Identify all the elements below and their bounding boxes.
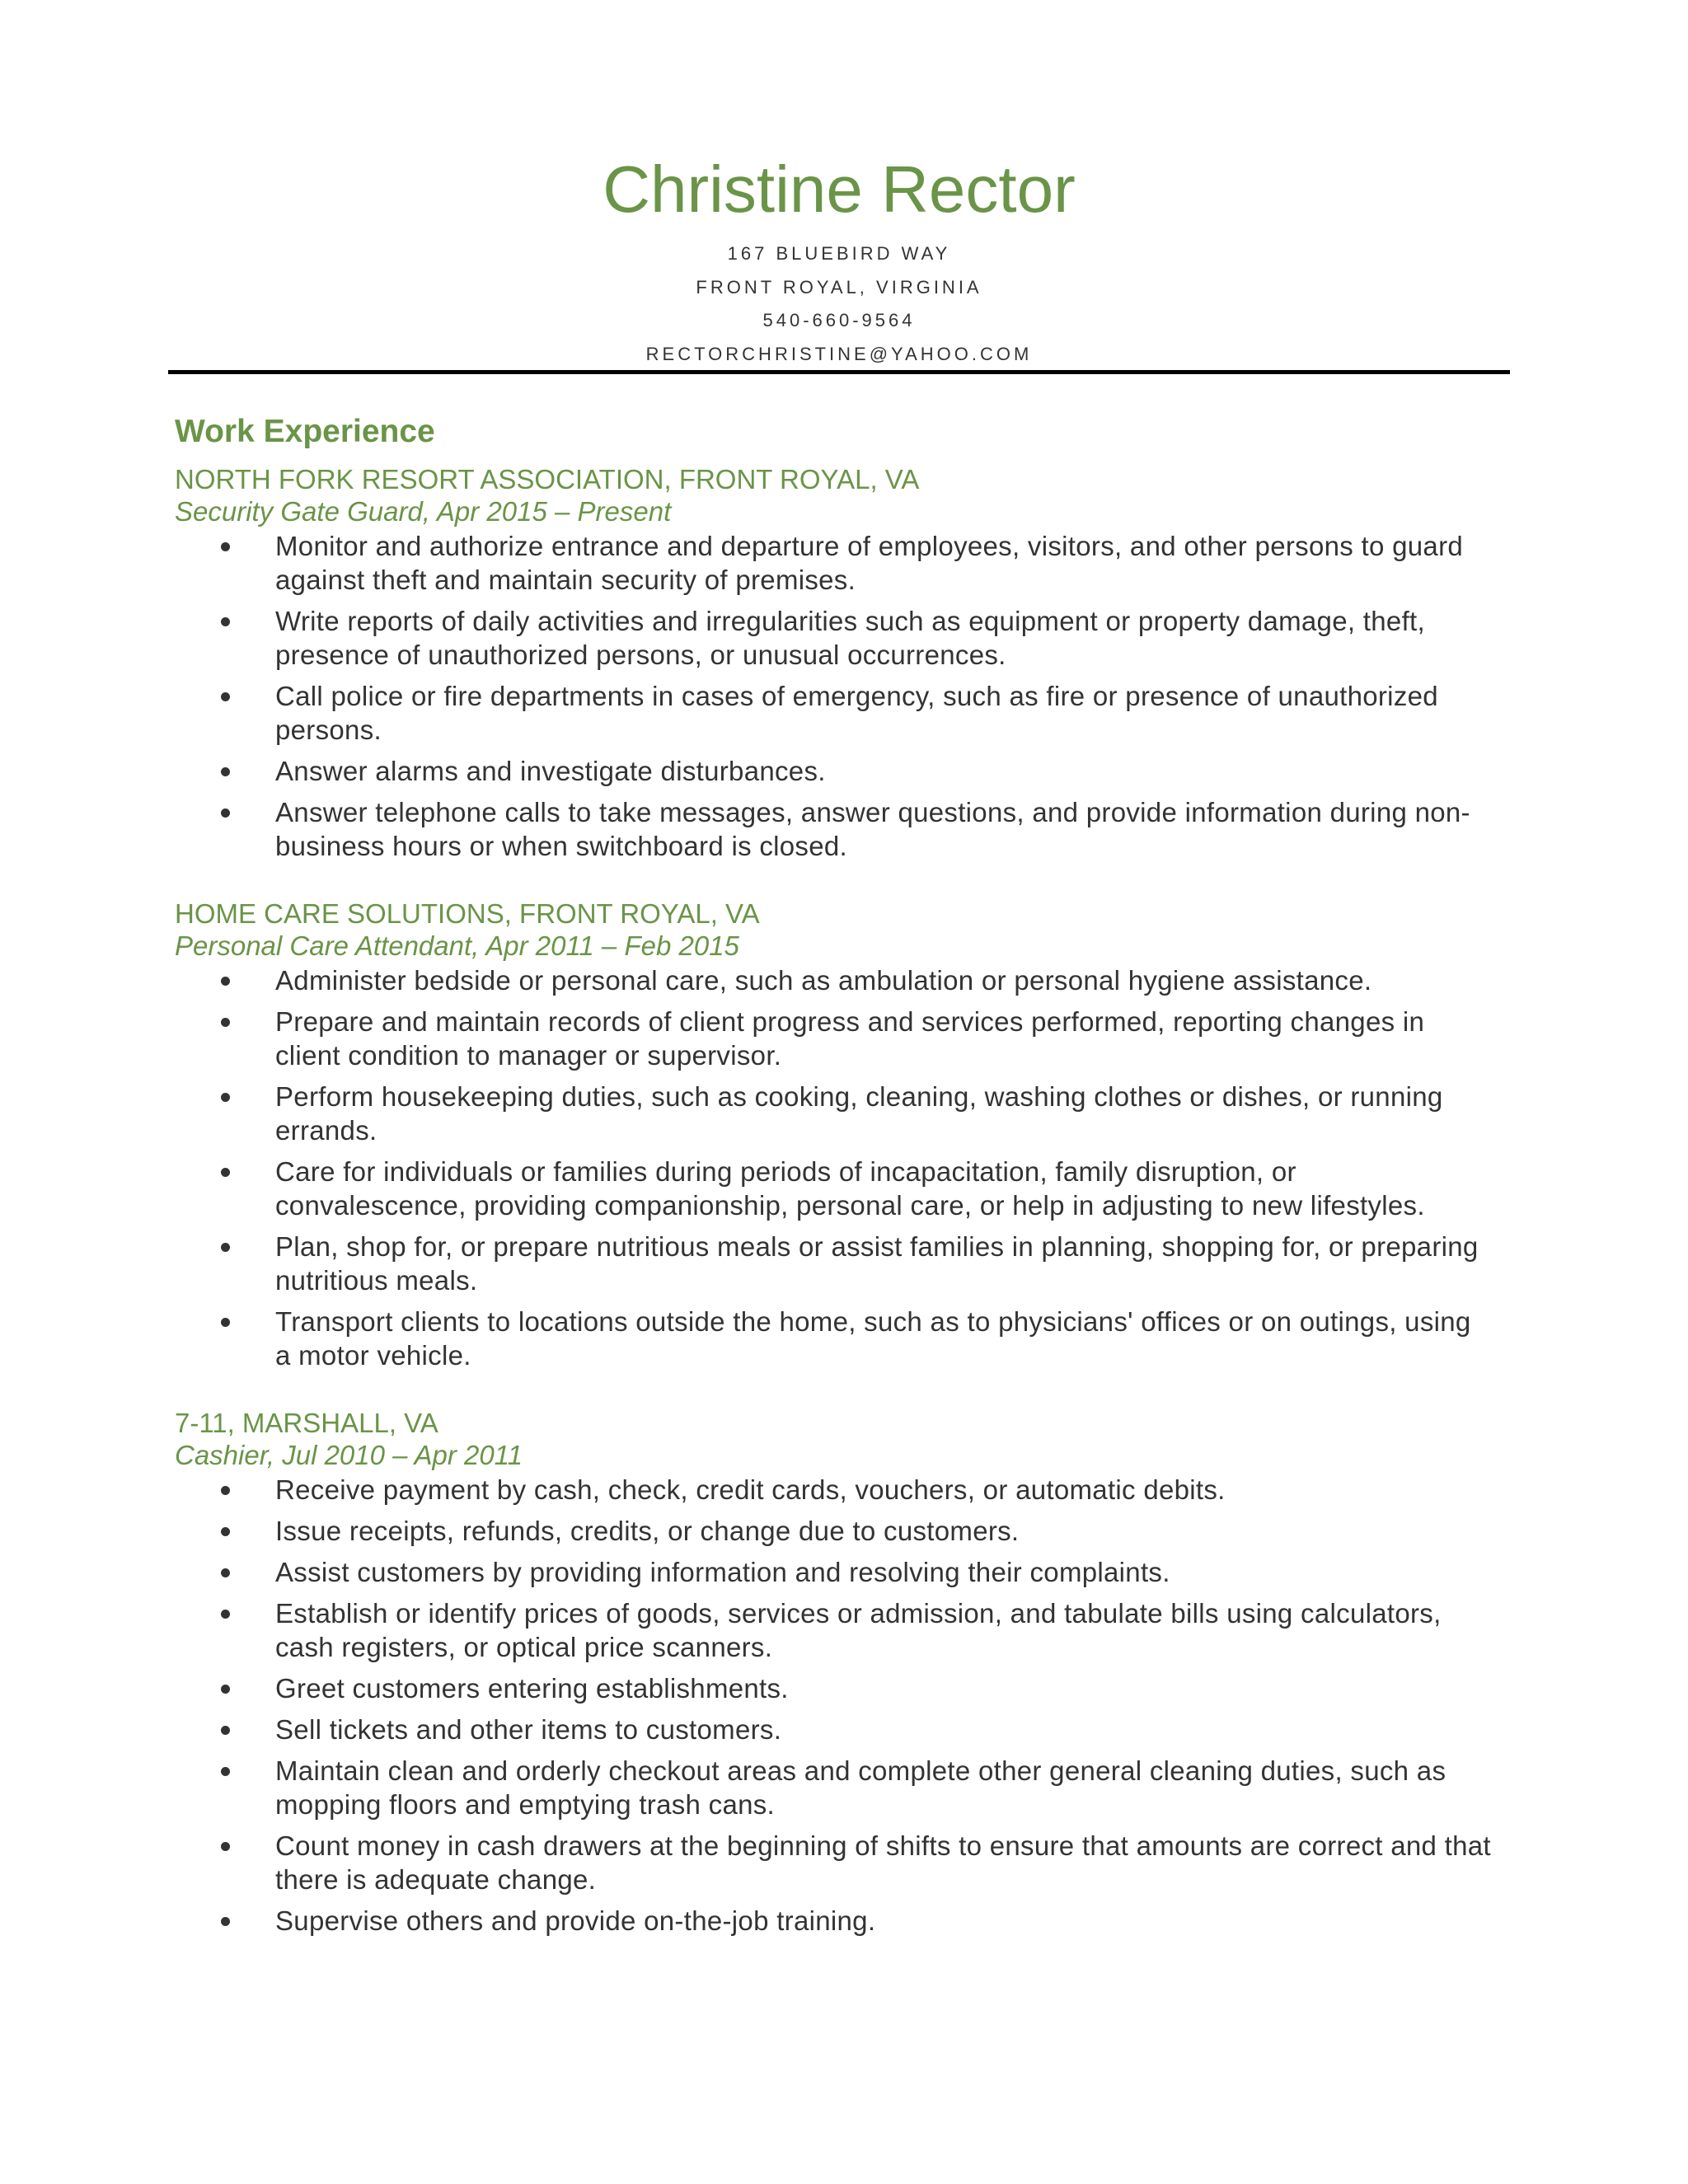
job-company: 7-11, MARSHALL, VA [175,1408,438,1438]
duty-item [175,963,1510,997]
duty-text: Write reports of daily activities and irregularities such as equipment or property damage, theft, presence of unauthorized persons, or unusual occurrences. [275,606,1425,670]
job-company: NORTH FORK RESORT ASSOCIATION, FRONT ROYAL, VA [175,464,920,494]
bullet-dot-icon [221,1726,230,1735]
duty-text: Administer bedside or personal care, such as ambulation or personal hygiene assistance. [275,965,1372,996]
bullet-dot-icon [221,1243,230,1252]
duty-text: Greet customers entering establishments. [275,1673,789,1704]
duty-item [175,1555,1510,1589]
duty-item [175,679,1510,747]
duty-text: Receive payment by cash, check, credit cards, vouchers, or automatic debits. [275,1474,1226,1505]
bullet-dot-icon [221,1610,230,1619]
job-entry [175,898,1510,1372]
bullet-dot-icon [221,542,230,551]
job-duties-list [175,529,1510,863]
duty-item [175,1671,1510,1705]
job-entry [175,1407,1510,1938]
phone-number: 540-660-9564 [762,310,916,330]
candidate-name: Christine Rector [603,152,1076,226]
bullet-dot-icon [221,808,230,818]
bullet-dot-icon [221,1527,230,1536]
duty-text: Establish or identify prices of goods, services or admission, and tabulate bills using calculators, cash registers, or optical price scanners. [275,1598,1442,1662]
address-line-1: 167 BLUEBIRD WAY [727,243,951,264]
bullet-dot-icon [221,692,230,701]
job-entry [175,463,1510,863]
header-divider [168,370,1510,374]
job-duties-list [175,963,1510,1372]
duty-item [175,1754,1510,1821]
bullet-dot-icon [221,1168,230,1177]
duty-text: Care for individuals or families during periods of incapacitation, family disruption, or convalescence, providing companionship, personal care, or help in adjusting to new lifestyles. [275,1156,1425,1221]
bullet-dot-icon [221,767,230,776]
resume-header [168,142,1510,371]
duty-text: Transport clients to locations outside the home, such as to physicians' offices or on outings, using a motor vehicle. [275,1306,1471,1371]
duty-text: Assist customers by providing information and resolving their complaints. [275,1557,1170,1587]
duty-item [175,604,1510,672]
duty-text: Supervise others and provide on-the-job training. [275,1905,876,1936]
duty-item [175,1904,1510,1938]
bullet-dot-icon [221,1685,230,1694]
job-duties-list [175,1473,1510,1938]
duty-item [175,1005,1510,1072]
duty-item [175,1305,1510,1372]
bullet-dot-icon [221,1486,230,1495]
duty-item [175,754,1510,788]
duty-item [175,1230,1510,1297]
bullet-dot-icon [221,1767,230,1776]
address-line-2: FRONT ROYAL, VIRGINIA [696,276,982,298]
duty-item [175,529,1510,597]
duty-text: Maintain clean and orderly checkout areas and complete other general cleaning duties, such as mopping floors and emptying trash cans. [275,1755,1447,1820]
duty-item [175,795,1510,863]
duty-item [175,1829,1510,1896]
duty-item [175,1514,1510,1548]
email-address: RECTORCHRISTINE@YAHOO.COM [645,343,1033,364]
duty-item [175,1155,1510,1222]
duty-text: Plan, shop for, or prepare nutritious meals or assist families in planning, shopping for, or preparing nutritious meals. [275,1231,1479,1296]
duty-text: Issue receipts, refunds, credits, or change due to customers. [275,1516,1020,1546]
duty-text: Call police or fire departments in cases of emergency, such as fire or presence of unauthorized persons. [275,681,1438,745]
bullet-dot-icon [221,1568,230,1577]
duty-item [175,1713,1510,1746]
bullet-dot-icon [221,617,230,626]
duty-item [175,1596,1510,1664]
bullet-dot-icon [221,1842,230,1851]
bullet-dot-icon [221,977,230,986]
bullet-dot-icon [221,1018,230,1027]
bullet-dot-icon [221,1093,230,1102]
resume-body [175,409,1510,1972]
duty-item [175,1473,1510,1507]
job-role: Security Gate Guard, Apr 2015 – Present [175,496,672,527]
job-company: HOME CARE SOLUTIONS, FRONT ROYAL, VA [175,898,760,929]
duty-text: Answer telephone calls to take messages, answer questions, and provide information during non-business hours or when switchboard is closed. [275,797,1470,861]
job-role: Personal Care Attendant, Apr 2011 – Feb 2015 [175,930,739,961]
duty-text: Perform housekeeping duties, such as cooking, cleaning, washing clothes or dishes, or running errands. [275,1081,1443,1146]
duty-text: Monitor and authorize entrance and departure of employees, visitors, and other persons to guard against theft and maintain security of premises. [275,531,1464,595]
duty-item [175,1080,1510,1147]
work-experience-heading: Work Experience [175,414,435,449]
duty-text: Prepare and maintain records of client progress and services performed, reporting changes in client condition to manager or supervisor. [275,1006,1425,1071]
duty-text: Count money in cash drawers at the beginning of shifts to ensure that amounts are correct and that there is adequate change. [275,1830,1491,1895]
bullet-dot-icon [221,1318,230,1327]
job-role: Cashier, Jul 2010 – Apr 2011 [175,1440,523,1470]
duty-text: Sell tickets and other items to customers. [275,1714,782,1745]
bullet-dot-icon [221,1917,230,1926]
duty-text: Answer alarms and investigate disturbances. [275,756,826,786]
